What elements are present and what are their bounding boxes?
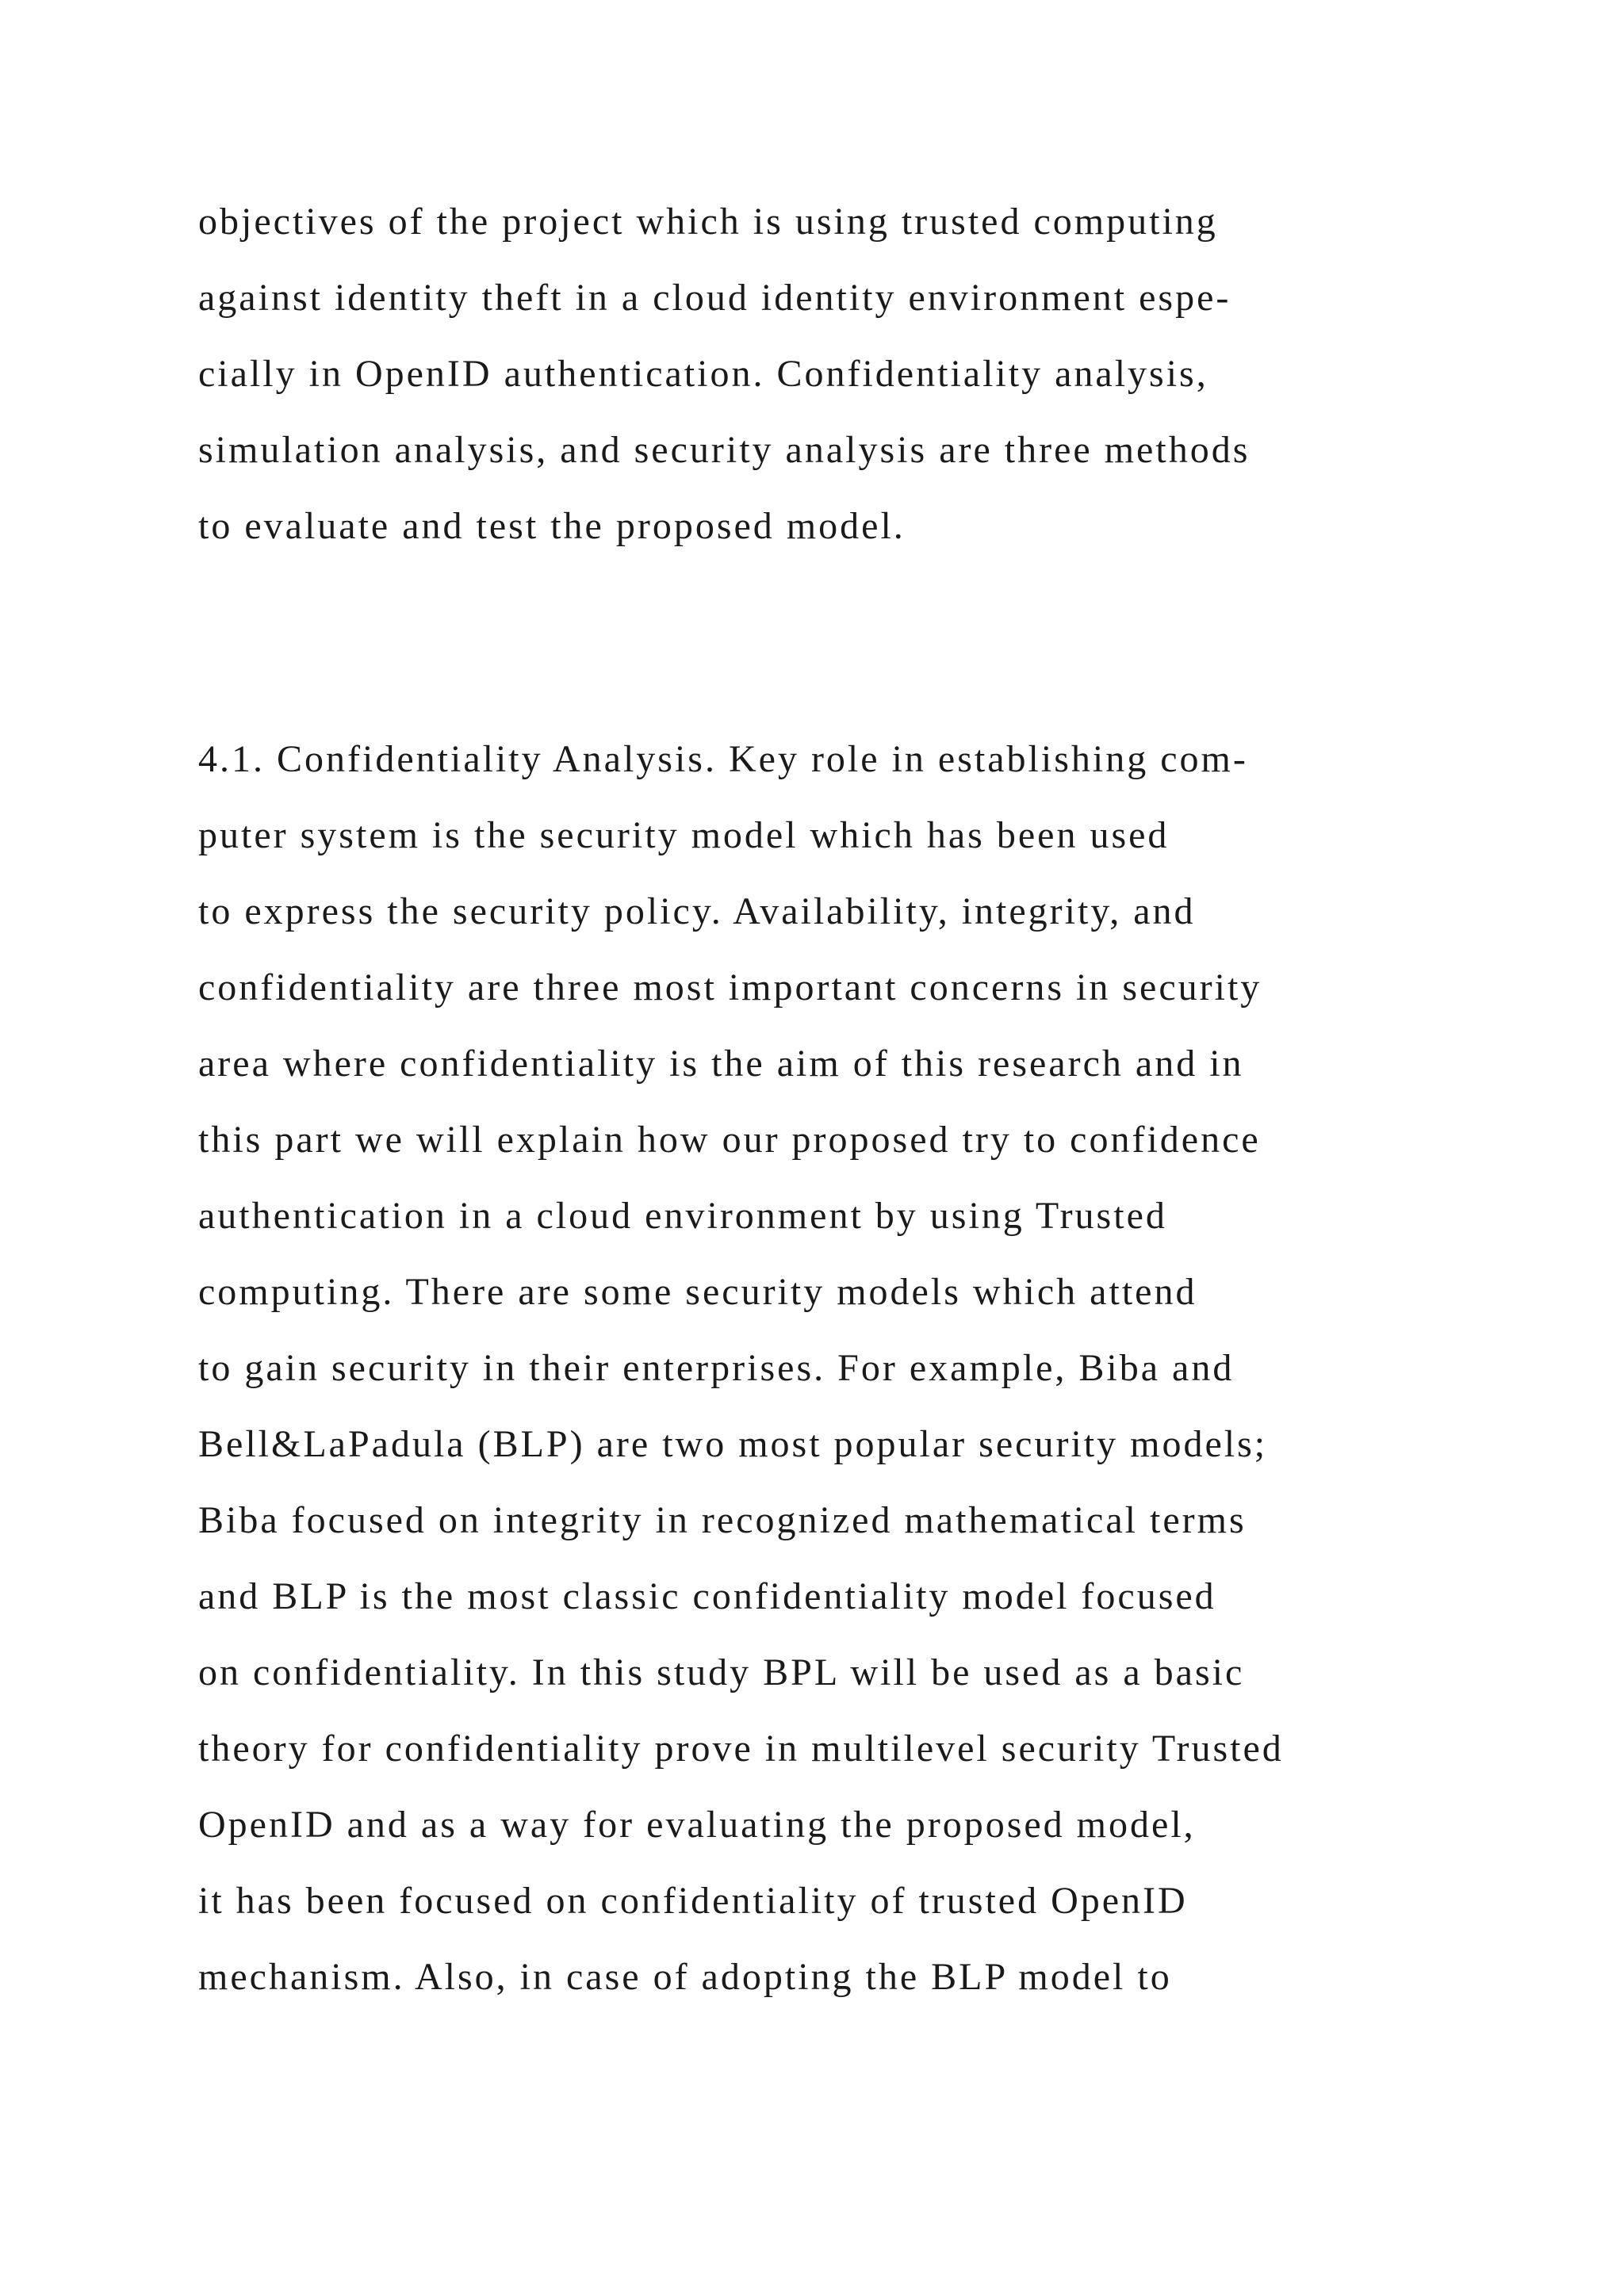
text-line: this part we will explain how our proposed try to confidence xyxy=(198,1119,1261,1161)
text-line: and BLP is the most classic confidentiality model focused xyxy=(198,1575,1216,1617)
text-line: to evaluate and test the proposed model. xyxy=(198,505,906,547)
text-line: puter system is the security model which has been used xyxy=(198,814,1170,856)
text-line: it has been focused on confidentiality of trusted OpenID xyxy=(198,1880,1188,1922)
text-line: to express the security policy. Availability, integrity, and xyxy=(198,890,1196,932)
text-line: theory for confidentiality prove in multilevel security Trusted xyxy=(198,1728,1284,1770)
text-line: simulation analysis, and security analysis are three methods xyxy=(198,429,1251,471)
text-line: area where confidentiality is the aim of this research and in xyxy=(198,1043,1244,1085)
text-line: mechanism. Also, in case of adopting the BLP model to xyxy=(198,1956,1172,1998)
text-line: authentication in a cloud environment by using Trusted xyxy=(198,1195,1167,1237)
text-line: Bell&LaPadula (BLP) are two most popular security models; xyxy=(198,1423,1268,1465)
text-line: Biba focused on integrity in recognized mathematical terms xyxy=(198,1499,1247,1541)
text-line: computing. There are some security models which attend xyxy=(198,1271,1197,1313)
text-line: against identity theft in a cloud identity environment espe- xyxy=(198,277,1231,319)
text-line: cially in OpenID authentication. Confidentiality analysis, xyxy=(198,353,1208,395)
text-line: objectives of the project which is using trusted computing xyxy=(198,201,1218,243)
text-line: confidentiality are three most important concerns in security xyxy=(198,966,1262,1008)
text-line: on confidentiality. In this study BPL will be used as a basic xyxy=(198,1651,1245,1693)
text-line: OpenID and as a way for evaluating the proposed model, xyxy=(198,1804,1196,1846)
section-heading-line: 4.1. Confidentiality Analysis. Key role in establishing com- xyxy=(198,738,1248,780)
text-line: to gain security in their enterprises. For example, Biba and xyxy=(198,1347,1235,1389)
